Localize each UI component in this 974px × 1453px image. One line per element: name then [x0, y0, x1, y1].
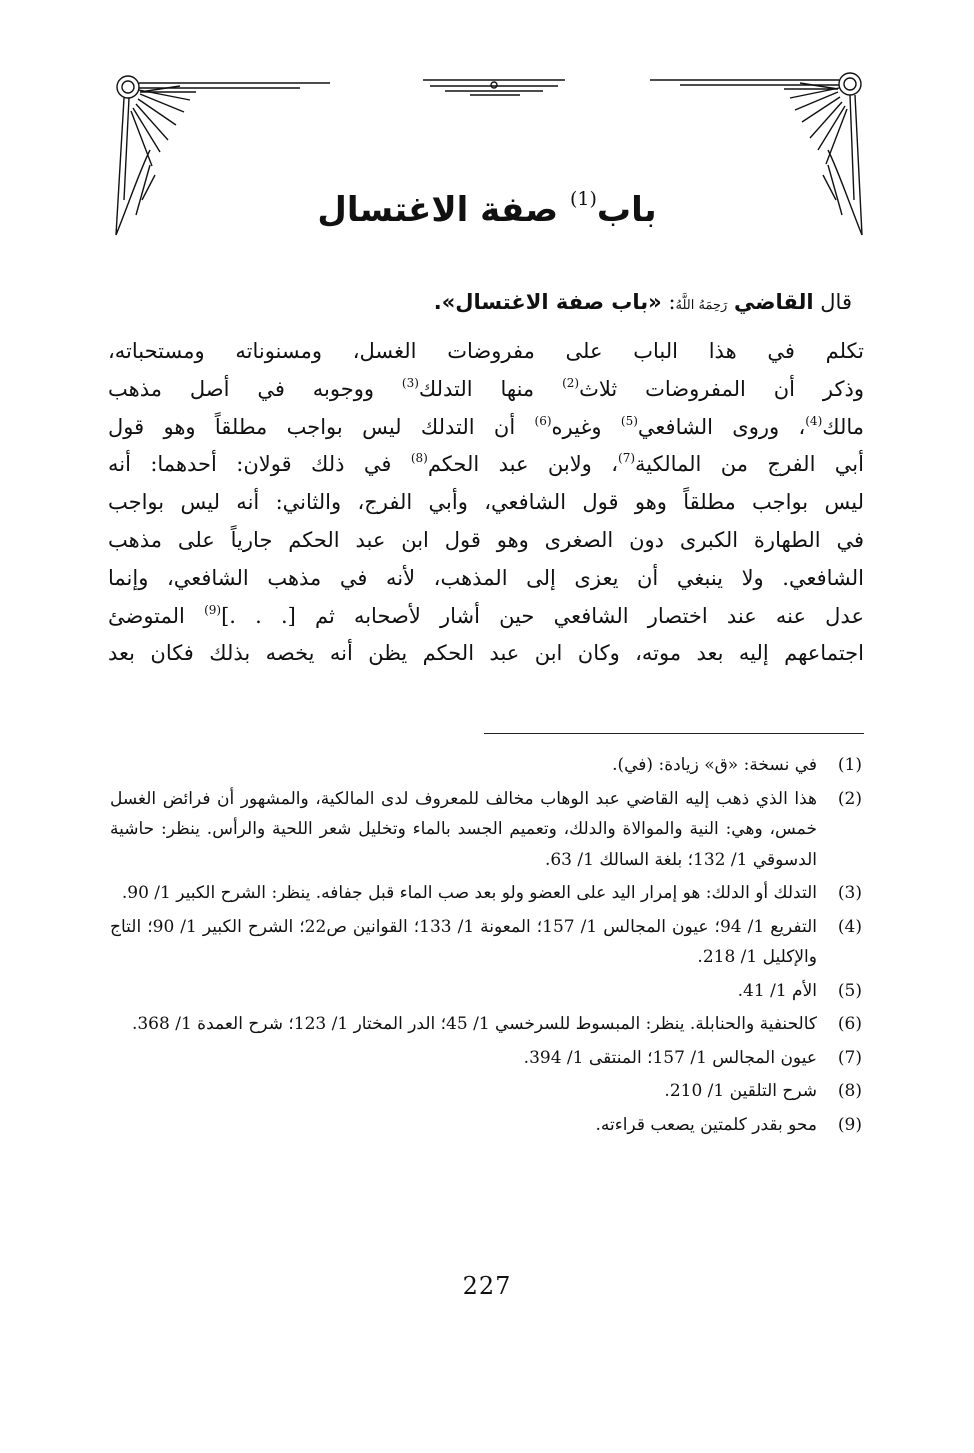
footnote-item: [110, 1009, 862, 1040]
footnote-text: عيون المجالس 1/ 157؛ المنتقى 1/ 394.: [523, 1047, 817, 1068]
chapter-title-word: باب: [596, 190, 657, 230]
footnote-item: [110, 878, 862, 909]
footnote-number: (8): [837, 1081, 862, 1101]
footnote-ref: (5): [620, 413, 638, 428]
opening-honorific: رَحِمَهُ اللَّهُ: [675, 298, 728, 313]
body-line: [108, 522, 864, 560]
opening-name: القاضي: [733, 290, 814, 314]
footnote-item: [110, 1110, 862, 1141]
opening-line: [110, 284, 852, 324]
footnote-text: محو بقدر كلمتين يصعب قراءته.: [595, 1114, 817, 1135]
footnote-ref: (2): [562, 375, 580, 390]
footnote-item: [110, 1043, 862, 1074]
body-text-segment: ، وروى الشافعي: [637, 414, 806, 439]
body-text-segment: المتوضئ: [108, 603, 205, 628]
footnote-number: (9): [837, 1114, 862, 1135]
footnote-text: التدلك أو الدلك: هو إمرار اليد على العضو ولو بعد صب الماء قبل جفافه. ينظر: الشرح الكبير 1/ 90.: [121, 883, 817, 903]
body-text-segment: مالك: [822, 414, 864, 439]
body-text-segment: الشافعي. ولا ينبغي أن يعزى إلى المذهب، لأنه في مذهب الشافعي، وإنما: [108, 565, 864, 590]
footnote-ref: (8): [410, 451, 428, 466]
body-text-segment: منها التدلك: [418, 376, 563, 401]
footnote-item: [110, 976, 862, 1007]
footnote-ref: (4): [805, 413, 823, 428]
opening-speaker: قال: [820, 290, 852, 314]
body-text-segment: اجتماعهم إليه بعد موته، وكان ابن عبد الحكم يظن أنه يخصه بذلك فكان بعد: [108, 641, 864, 666]
footnotes-list: [110, 750, 862, 1143]
footnote-number: (6): [837, 1014, 862, 1034]
body-line: [108, 409, 864, 447]
chapter-title-footnote-ref: (1): [569, 188, 597, 210]
footnote-ref: (3): [401, 375, 419, 390]
body-text-segment: ووجوبه في أصل مذهب: [108, 376, 402, 401]
body-text-segment: وغيره: [551, 414, 621, 439]
body-text-segment: أبي الفرج من المالكية: [635, 452, 864, 477]
footnote-ref: (9): [204, 602, 222, 617]
body-line: [108, 446, 864, 484]
footnote-text: كالحنفية والحنابلة. ينظر: المبسوط للسرخسي 1/ 45؛ الدر المختار 1/ 123؛ شرح العمدة 1/ 368.: [131, 1014, 817, 1034]
footnote-separator: [484, 733, 864, 734]
footnote-number: (2): [837, 788, 862, 809]
opening-colon: :: [668, 290, 676, 314]
footnote-text: في نسخة: «ق» زيادة: (في).: [612, 755, 817, 775]
body-text-segment: تكلم في هذا الباب على مفروضات الغسل، ومسنوناته ومستحباته،: [108, 339, 864, 363]
footnote-number: (7): [837, 1047, 862, 1068]
body-line: [108, 560, 864, 598]
footnote-ref: (6): [534, 413, 552, 428]
body-text: [108, 333, 864, 673]
body-line: [108, 598, 864, 636]
body-text-segment: في الطهارة الكبرى دون الصغرى وهو قول ابن عبد الحكم جارياً على مذهب: [108, 527, 864, 552]
footnote-number: (1): [837, 755, 862, 775]
page-number: 227: [462, 1272, 512, 1300]
body-text-segment: ، ولابن عبد الحكم: [427, 452, 618, 477]
footnote-item: [110, 784, 862, 876]
body-line: [108, 333, 864, 371]
footnote-ref: (7): [618, 451, 636, 466]
footnote-text: هذا الذي ذهب إليه القاضي عبد الوهاب مخالف للمعروف لدى المالكية، والمشهور أن فرائض الغسل خمس، وهي: النية والموالاة والدلك، وتعميم الجسد بالماء وتخليل شعر اللحية والرأس. ينظر: حاشية الدسوقي 1/ 132؛ بلغة السالك 1/ 63.: [110, 788, 817, 870]
footnote-number: (3): [837, 883, 862, 903]
chapter-title-rest: صفة الاغتسال: [317, 190, 559, 230]
chapter-title: [0, 188, 974, 230]
footnote-number: (5): [837, 980, 862, 1001]
body-text-segment: ليس بواجب مطلقاً وهو قول الشافعي، وأبي الفرج، والثاني: أنه ليس بواجب: [108, 490, 864, 515]
body-text-segment: أن التدلك ليس بواجب مطلقاً وهو قول: [108, 414, 535, 439]
opening-quote: «باب صفة الاغتسال».: [433, 290, 662, 314]
footnote-item: [110, 912, 862, 973]
body-line: [108, 635, 864, 673]
body-line: [108, 484, 864, 522]
body-text-segment: عدل عنه عند اختصار الشافعي حين أشار لأصحابه ثم [. . .]: [221, 603, 864, 628]
footnote-item: [110, 750, 862, 781]
footnote-number: (4): [837, 916, 862, 937]
footnote-text: شرح التلقين 1/ 210.: [664, 1081, 817, 1101]
body-text-segment: وذكر أن المفروضات ثلاث: [579, 376, 864, 401]
body-text-segment: في ذلك قولان: أحدهما: أنه: [108, 452, 411, 477]
footnote-text: التفريع 1/ 94؛ عيون المجالس 1/ 157؛ المعونة 1/ 133؛ القوانين ص22؛ الشرح الكبير 1/ 90؛ التاج والإكليل 1/ 218.: [110, 916, 817, 967]
body-line: [108, 371, 864, 409]
footnote-item: [110, 1076, 862, 1107]
footnote-text: الأم 1/ 41.: [737, 980, 817, 1001]
